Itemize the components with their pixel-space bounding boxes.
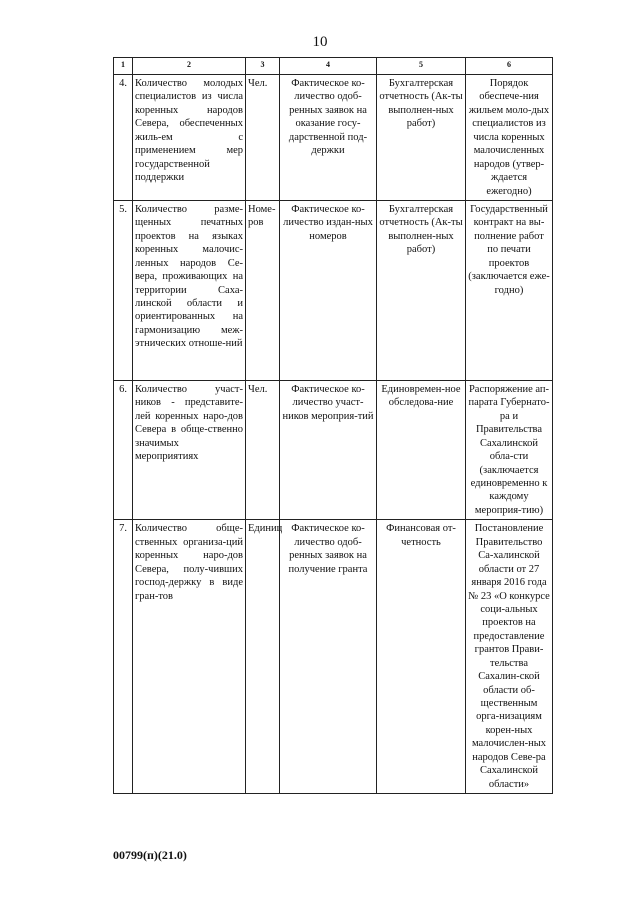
indicator-name: Количество участ-ников - представите-лей коренных наро-дов Севера в обще-ственно значимых мероприятиях <box>133 380 246 519</box>
data-source: Финансовая от-четность <box>377 520 466 794</box>
column-header: 5 <box>377 58 466 75</box>
data-source: Единовремен-ное обследова-ние <box>377 380 466 519</box>
calculation-method: Фактическое ко-личество издан-ных номеров <box>280 200 377 380</box>
calculation-method: Фактическое ко-личество одоб-ренных заявок на получение гранта <box>280 520 377 794</box>
indicator-name: Количество молодых специалистов из числа коренных народов Севера, обеспеченных жиль-ем с применением мер государственной поддержки <box>133 75 246 201</box>
regulating-document: Порядок обеспече-ния жильем моло-дых специалистов из числа коренных малочисленных народов (утвер-ждается ежегодно) <box>466 75 553 201</box>
indicator-name: Количество обще-ственных организа-ций коренных наро-дов Севера, полу-чивших господ-держку в виде гран-тов <box>133 520 246 794</box>
regulating-document: Постановление Правительство Са-халинской области от 27 января 2016 года № 23 «О конкурсе соци-альных проектов на предоставление грантов Прави-тельства Сахалин-ской области об-щественным орга-низациям корен-ных малочислен-ных народов Севе-ра Сахалинской области» <box>466 520 553 794</box>
calculation-method: Фактическое ко-личество участ-ников мероприя-тий <box>280 380 377 519</box>
column-header: 4 <box>280 58 377 75</box>
column-header: 6 <box>466 58 553 75</box>
indicators-table <box>113 57 553 794</box>
document-code: 00799(п)(21.0) <box>113 848 187 862</box>
unit-of-measure: Чел. <box>246 75 280 201</box>
regulating-document: Распоряжение ап-парата Губернато-ра и Правительства Сахалинской обла-сти (заключается единовременно к каждому мероприя-тию) <box>466 380 553 519</box>
unit-of-measure: Чел. <box>246 380 280 519</box>
page-number: 10 <box>312 34 328 50</box>
table-header-row <box>114 58 553 75</box>
unit-of-measure: Единиц <box>246 520 280 794</box>
calculation-method: Фактическое ко-личество одоб-ренных заявок на оказание госу-дарственной под-держки <box>280 75 377 201</box>
table-row <box>114 520 553 794</box>
data-source: Бухгалтерская отчетность (Ак-ты выполнен-ных работ) <box>377 75 466 201</box>
table-row <box>114 200 553 380</box>
row-number: 4. <box>114 75 133 201</box>
data-source: Бухгалтерская отчетность (Ак-ты выполнен-ных работ) <box>377 200 466 380</box>
row-number: 6. <box>114 380 133 519</box>
column-header: 3 <box>246 58 280 75</box>
indicator-name: Количество разме-щенных печатных проектов на языках коренных малочис-ленных народов Се-вера, проживающих на территории Саха-линской области и ориентированных на гармонизацию меж-этнических отноше-ний <box>133 200 246 380</box>
row-number: 7. <box>114 520 133 794</box>
column-header: 2 <box>133 58 246 75</box>
row-number: 5. <box>114 200 133 380</box>
column-header: 1 <box>114 58 133 75</box>
table-row <box>114 75 553 201</box>
regulating-document: Государственный контракт на вы-полнение работ по печати проектов (заключается еже-годно) <box>466 200 553 380</box>
table-row <box>114 380 553 519</box>
unit-of-measure: Номе-ров <box>246 200 280 380</box>
